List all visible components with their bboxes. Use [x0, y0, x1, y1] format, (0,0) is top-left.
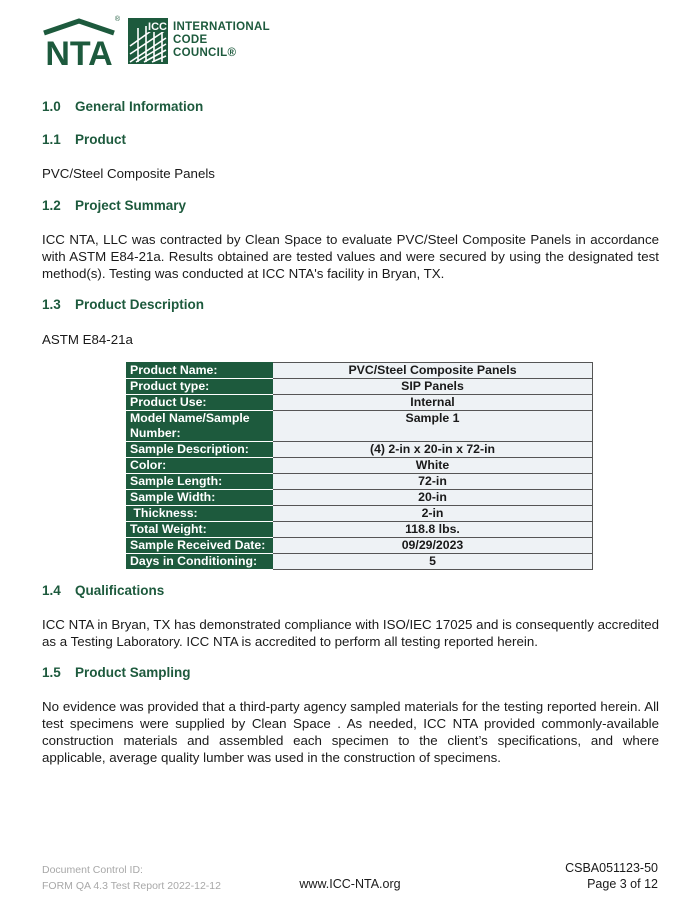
- icc-grid-icon: [128, 18, 168, 64]
- row-label: Product type:: [127, 379, 273, 395]
- form-id: FORM QA 4.3 Test Report 2022-12-12: [42, 880, 221, 892]
- icc-logo: [128, 18, 270, 64]
- row-value: Sample 1: [273, 411, 593, 442]
- section-heading-1-3: 1.3 Product Description: [42, 297, 205, 312]
- table-row: [127, 522, 593, 538]
- row-label: Days in Conditioning:: [127, 554, 273, 570]
- row-value: (4) 2-in x 20-in x 72-in: [273, 442, 593, 458]
- row-label: Thickness:: [127, 506, 273, 522]
- table-row: [127, 554, 593, 570]
- row-value: 72-in: [273, 474, 593, 490]
- svg-text:NTA: NTA: [45, 35, 113, 68]
- project-summary-text: ICC NTA, LLC was contracted by Clean Space to evaluate PVC/Steel Composite Panels in accordance with ASTM E84-21a. Results obtained are tested values and were secured by using the designated test method(s). Testing was conducted at ICC NTA's facility in Bryan, TX.: [42, 232, 659, 281]
- section-heading-1-5: 1.5 Product Sampling: [42, 665, 191, 680]
- nta-roof-icon: [42, 18, 116, 68]
- table-row: [127, 538, 593, 554]
- row-value: 5: [273, 554, 593, 570]
- table-row: [127, 474, 593, 490]
- product-description-text: ASTM E84-21a: [42, 332, 133, 347]
- report-id: CSBA051123-50: [565, 861, 658, 875]
- table-row: [127, 395, 593, 411]
- table-row: [127, 442, 593, 458]
- row-value: White: [273, 458, 593, 474]
- row-value: 09/29/2023: [273, 538, 593, 554]
- row-label: Total Weight:: [127, 522, 273, 538]
- footer-right: [565, 860, 658, 892]
- row-value: 20-in: [273, 490, 593, 506]
- row-label: Product Use:: [127, 395, 273, 411]
- icc-wordmark: INTERNATIONAL CODE COUNCIL®: [173, 21, 270, 59]
- row-value: SIP Panels: [273, 379, 593, 395]
- row-value: 118.8 lbs.: [273, 522, 593, 538]
- row-label: Sample Width:: [127, 490, 273, 506]
- page-number: Page 3 of 12: [587, 877, 658, 891]
- svg-text:ICC: ICC: [148, 21, 167, 33]
- section-heading-1-4: 1.4 Qualifications: [42, 583, 165, 598]
- product-sampling-text: No evidence was provided that a third-party agency sampled materials for the testing reported herein. All test specimens were supplied by Clean Space . As needed, ICC NTA provided commonly-available construction materials and assembled each specimen to the client’s specifications, and where applicable, average quality lumber was used in the construction of specimens.: [42, 699, 659, 765]
- row-label: Model Name/Sample Number:: [127, 411, 273, 442]
- row-label: Color:: [127, 458, 273, 474]
- row-label: Sample Description:: [127, 442, 273, 458]
- table-row: [127, 411, 593, 442]
- row-value: 2-in: [273, 506, 593, 522]
- table-row: [127, 490, 593, 506]
- registered-mark: ®: [114, 16, 120, 23]
- header-logos: [42, 18, 270, 70]
- table-row: [127, 363, 593, 379]
- row-value: PVC/Steel Composite Panels: [273, 363, 593, 379]
- section-heading-1-1: 1.1 Product: [42, 132, 127, 147]
- table-row: [127, 458, 593, 474]
- row-value: Internal: [273, 395, 593, 411]
- row-label: Sample Length:: [127, 474, 273, 490]
- document-control-id: Document Control ID:: [42, 864, 143, 876]
- row-label: Sample Received Date:: [127, 538, 273, 554]
- product-spec-table: [126, 362, 593, 570]
- nta-logo: [42, 16, 120, 68]
- footer-website[interactable]: www.ICC-NTA.org: [299, 877, 401, 891]
- section-heading-1-2: 1.2 Project Summary: [42, 198, 187, 213]
- table-row: [127, 506, 593, 522]
- table-row: [127, 379, 593, 395]
- section-heading-1-0: 1.0 General Information: [42, 99, 204, 114]
- product-name-text: PVC/Steel Composite Panels: [42, 166, 215, 181]
- row-label: Product Name:: [127, 363, 273, 379]
- qualifications-text: ICC NTA in Bryan, TX has demonstrated compliance with ISO/IEC 17025 and is consequently accredited as a Testing Laboratory. ICC NTA is accredited to perform all testing reported herein.: [42, 617, 659, 649]
